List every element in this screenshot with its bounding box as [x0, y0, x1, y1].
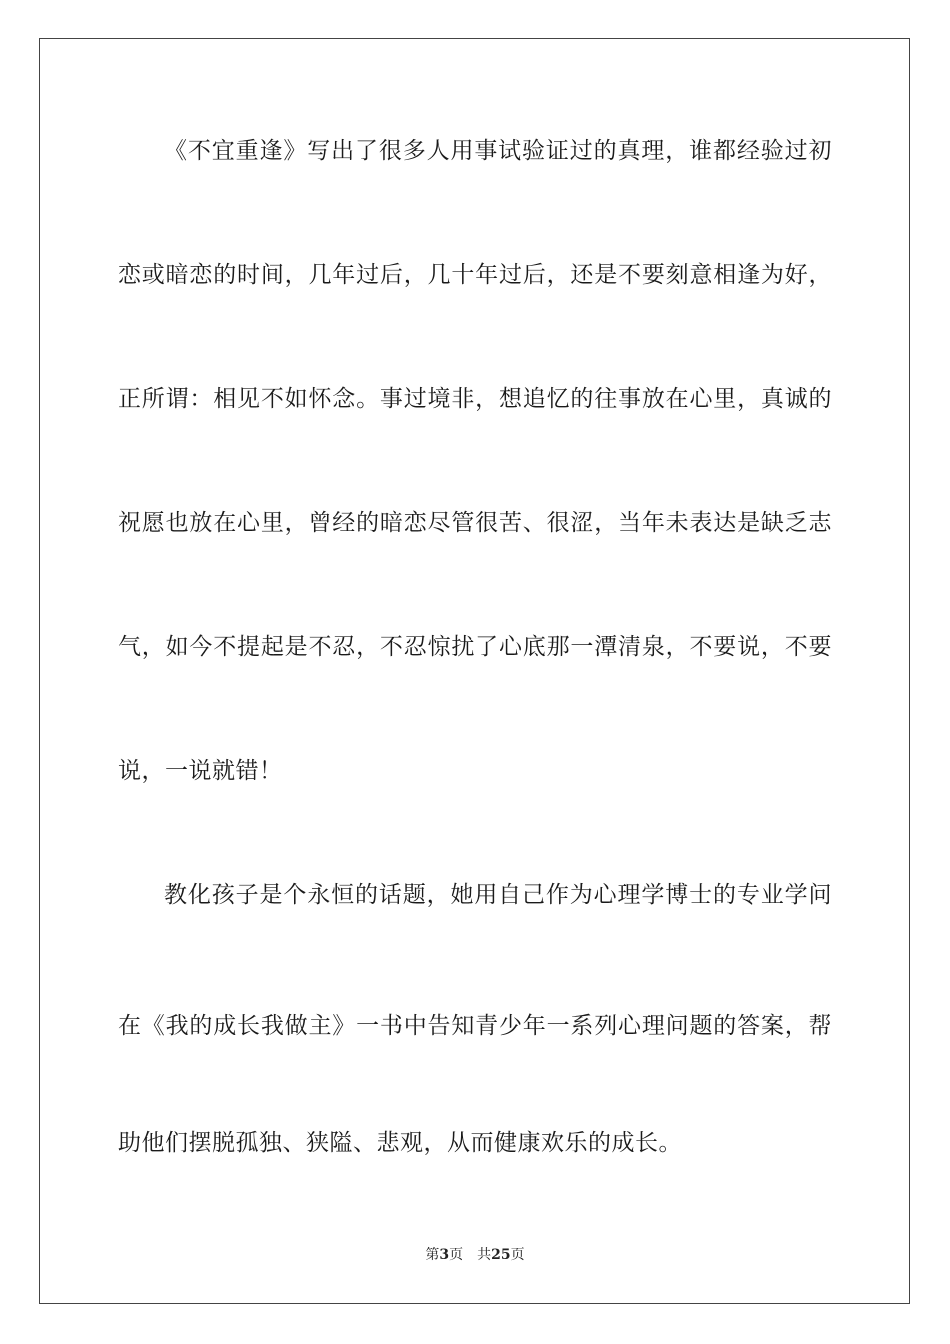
text-line: 助他们摆脱孤独、狭隘、悲观，从而健康欢乐的成长。	[118, 1130, 682, 1156]
page-footer	[0, 1245, 950, 1265]
text-line: 教化孩子是个永恒的话题，她用自己作为心理学博士的专业学问	[164, 882, 832, 908]
total-pages: 25	[491, 1247, 511, 1263]
total-prefix: 共	[477, 1247, 492, 1263]
page-prefix: 第	[425, 1247, 440, 1263]
text-line: 恋或暗恋的时间，几年过后，几十年过后，还是不要刻意相逢为好，	[118, 262, 832, 288]
total-suffix: 页	[510, 1247, 525, 1263]
text-line: 正所谓：相见不如怀念。事过境非，想追忆的往事放在心里，真诚的	[118, 386, 832, 412]
text-line: 气，如今不提起是不忍，不忍惊扰了心底那一潭清泉，不要说，不要	[118, 634, 832, 660]
text-line: 在《我的成长我做主》一书中告知青少年一系列心理问题的答案，帮	[118, 1013, 832, 1039]
page-number: 3	[439, 1247, 450, 1263]
text-line: 《不宜重逢》写出了很多人用事试验证过的真理，谁都经验过初	[164, 138, 832, 164]
page-suffix: 页	[449, 1247, 464, 1263]
text-line: 说，一说就错！	[118, 758, 283, 784]
page-border	[39, 38, 910, 1304]
text-line: 祝愿也放在心里，曾经的暗恋尽管很苦、很涩，当年未表达是缺乏志	[118, 510, 832, 536]
